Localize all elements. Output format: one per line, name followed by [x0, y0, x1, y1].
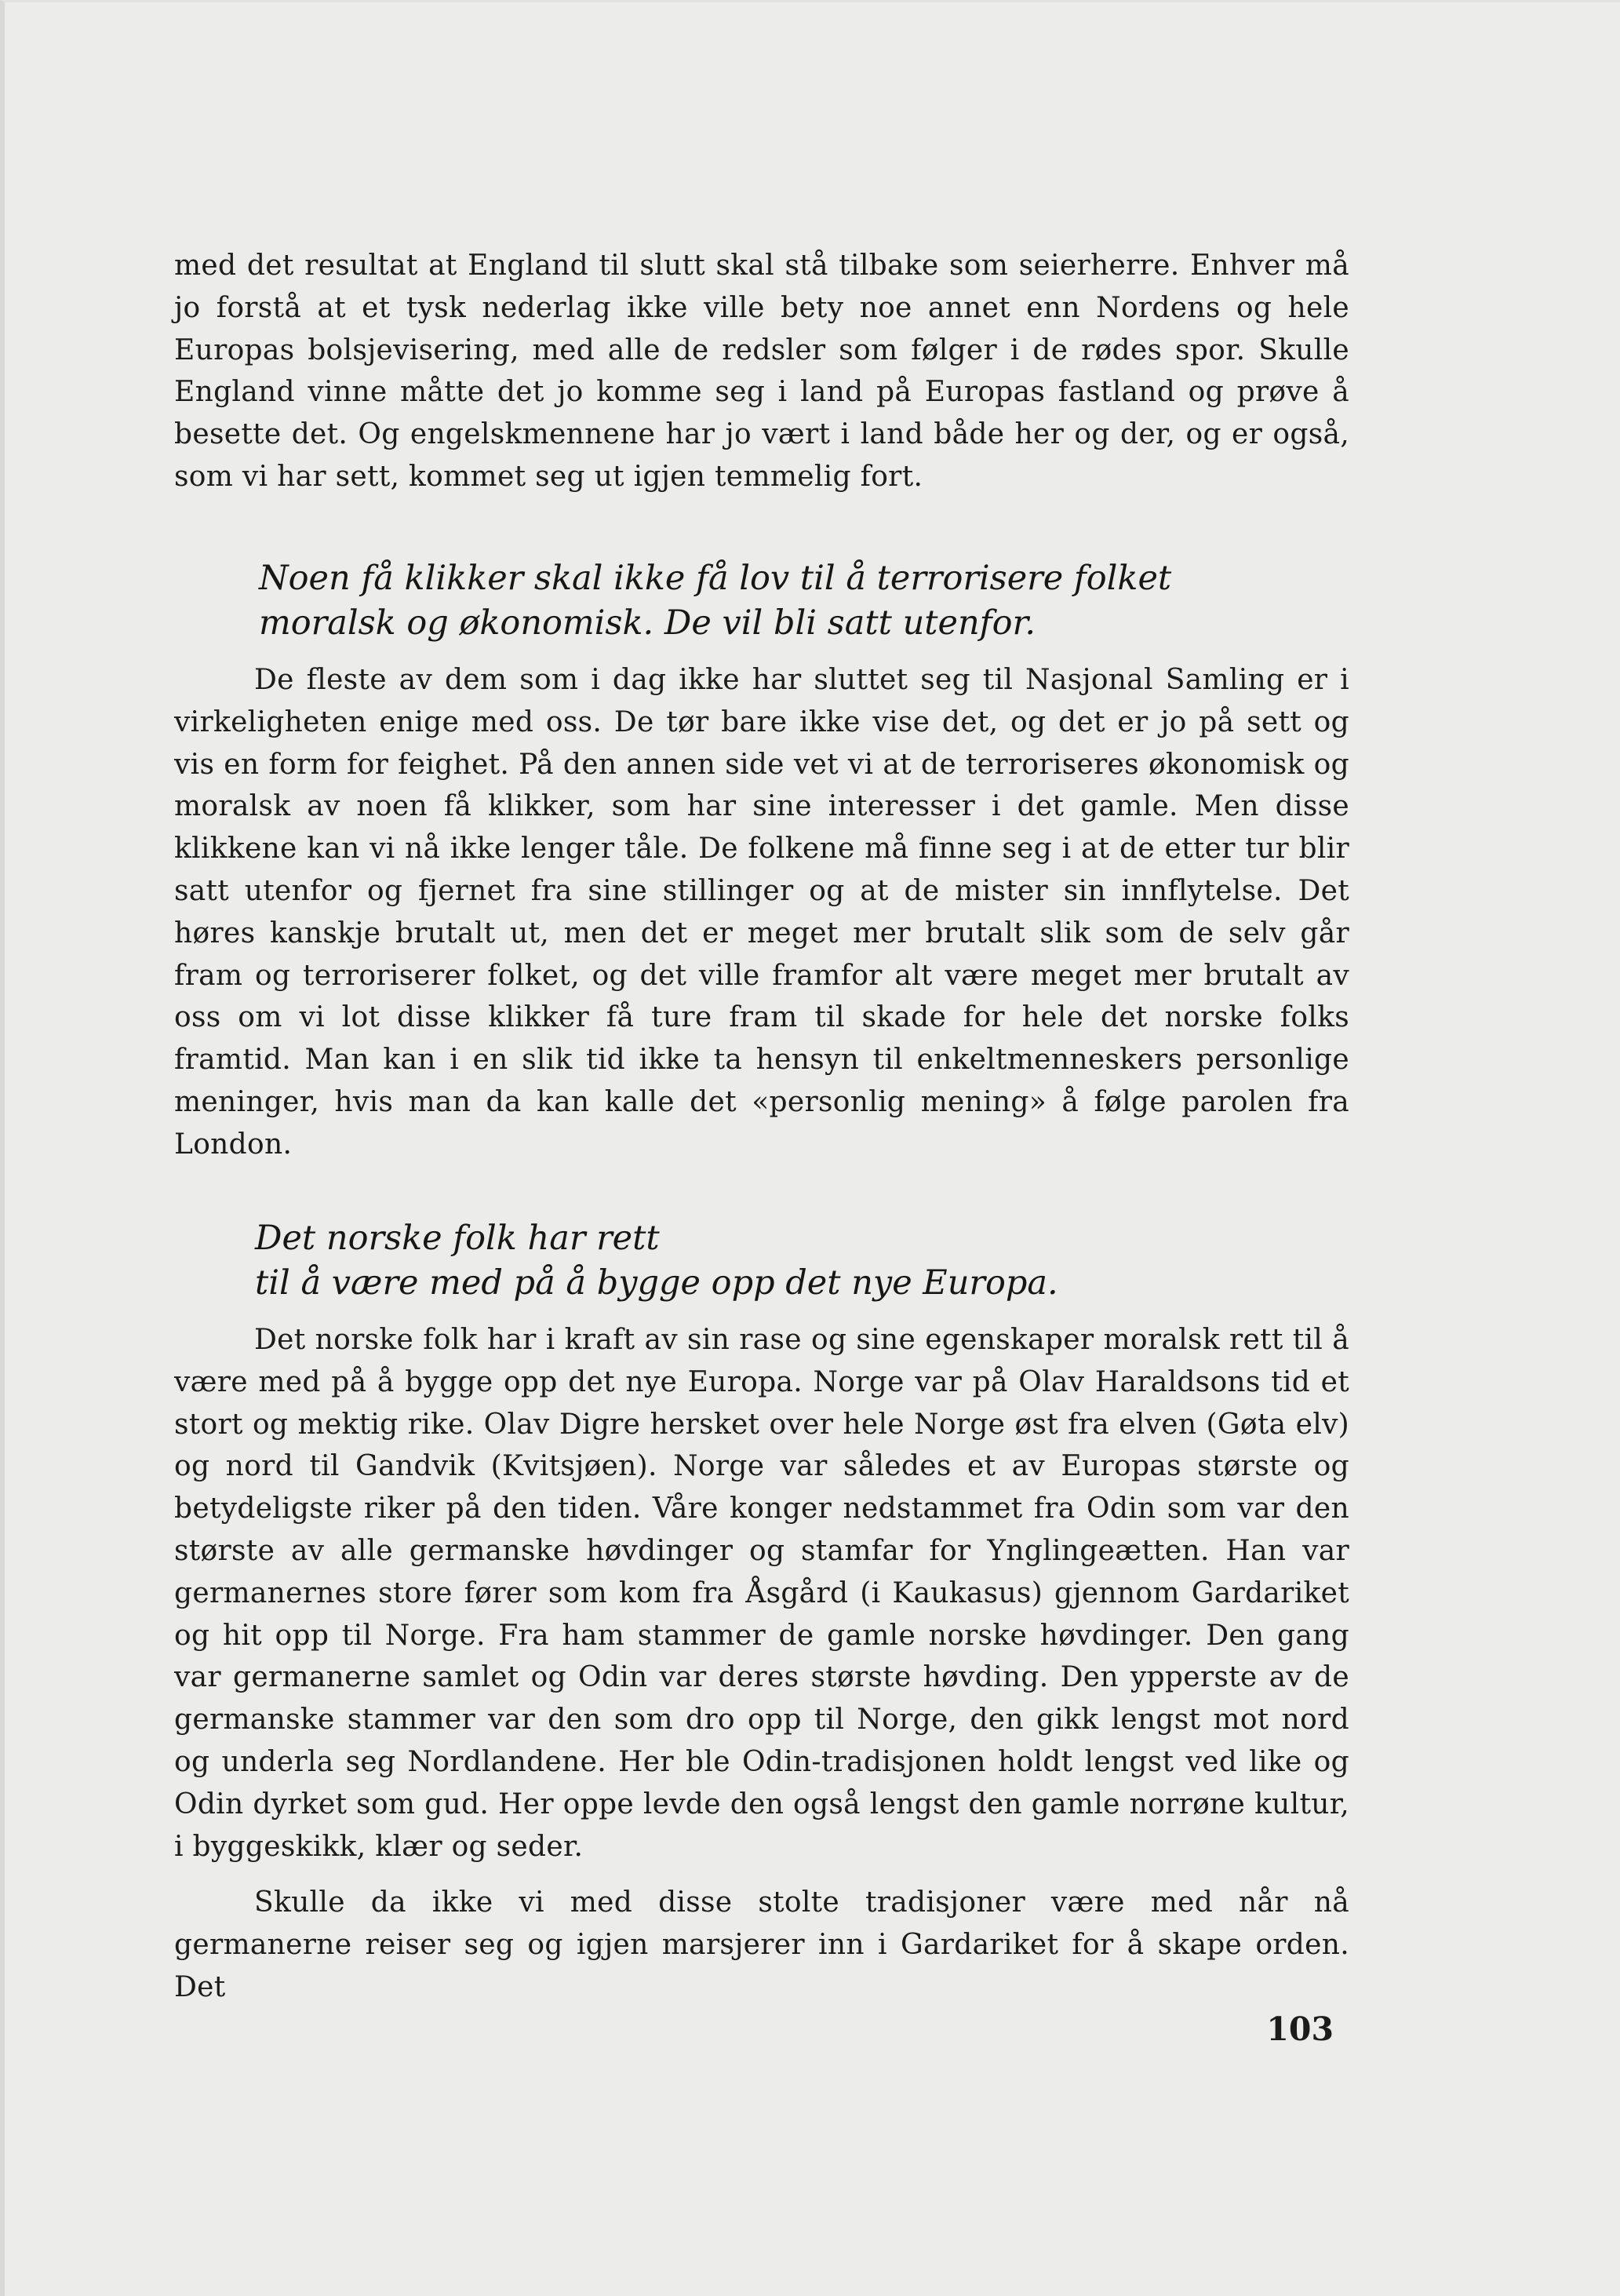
paragraph-3: [174, 1319, 1349, 1868]
heading-2-line-2: til å være med på å bygge opp det nye Europa.: [255, 1263, 1058, 1303]
paragraph-2: [174, 659, 1349, 1166]
heading-1-line-2: moralsk og økonomisk. De vil bli satt utenfor.: [259, 603, 1036, 643]
heading-1-line-1: Noen få klikker skal ikke få lov til å terrorisere folket: [259, 559, 1172, 598]
paragraph-3-text: Det norske folk har i kraft av sin rase og sine egenskaper moralsk rett til å være med på å bygge opp det nye Europa. Norge var på Olav Haraldsons tid et stort og mektig rike. Olav Digre hersket over hele Norge øst fra elven (Gøta elv) og nord til Gandvik (Kvitsjøen). Norge var således et av Europas største og betydeligste riker på den tiden. Våre konger nedstammet fra Odin som var den største av alle germanske høvdinger og stamfar for Ynglingeætten. Han var germanernes store fører som kom fra Åsgård (i Kaukasus) gjennom Gardariket og hit opp til Norge. Fra ham stammer de gamle norske høvdinger. Den gang var germanerne samlet og Odin var deres største høvding. Den ypperste av de germanske stammer var den som dro opp til Norge, den gikk lengst mot nord og underla seg Nordlandene. Her ble Odin-tradisjonen holdt lengst ved like og Odin dyrket som gud. Her oppe levde den også lengst den gamle norrøne kultur, i byggeskikk, klær og seder.: [174, 1324, 1349, 1863]
paragraph-4: [174, 1882, 1349, 2008]
heading-2-line-1: Det norske folk har rett: [255, 1219, 660, 1258]
paragraph-2-text: De fleste av dem som i dag ikke har sluttet seg til Nasjonal Samling er i virkeligheten enige med oss. De tør bare ikke vise det, og det er jo på sett og vis en form for feighet. På den annen side vet vi at de terroriseres økonomisk og moralsk av noen få klikker, som har sine interesser i det gamle. Men disse klikkene kan vi nå ikke lenger tåle. De folkene må finne seg i at de etter tur blir satt utenfor og fjernet fra sine stillinger og at de mister sin innflytelse. Det høres kanskje brutalt ut, men det er meget mer brutalt slik som de selv går fram og terroriserer folket, og det ville framfor alt være meget mer brutalt av oss om vi lot disse klikker få ture fram til skade for hele det norske folks framtid. Man kan i en slik tid ikke ta hensyn til enkeltmenneskers personlige meninger, hvis man da kan kalle det «personlig mening» å følge parolen fra London.: [174, 664, 1349, 1161]
paragraph-1-text: med det resultat at England til slutt skal stå tilbake som seierherre. Enhver må jo forstå at et tysk nederlag ikke ville bety noe annet enn Nordens og hele Europas bolsjevisering, med alle de redsler som følger i de rødes spor. Skulle England vinne måtte det jo komme seg i land på Europas fastland og prøve å besette det. Og engelskmennene har jo vært i land både her og der, og er også, som vi har sett, kommet seg ut igjen temmelig fort.: [174, 250, 1349, 493]
paragraph-4-text: Skulle da ikke vi med disse stolte tradisjoner være med når nå germanerne reiser seg og igjen marsjerer inn i Gardariket for å skape orden. Det: [174, 1886, 1349, 2003]
page-number: 103: [1266, 2010, 1334, 2048]
paragraph-1: [174, 245, 1349, 498]
